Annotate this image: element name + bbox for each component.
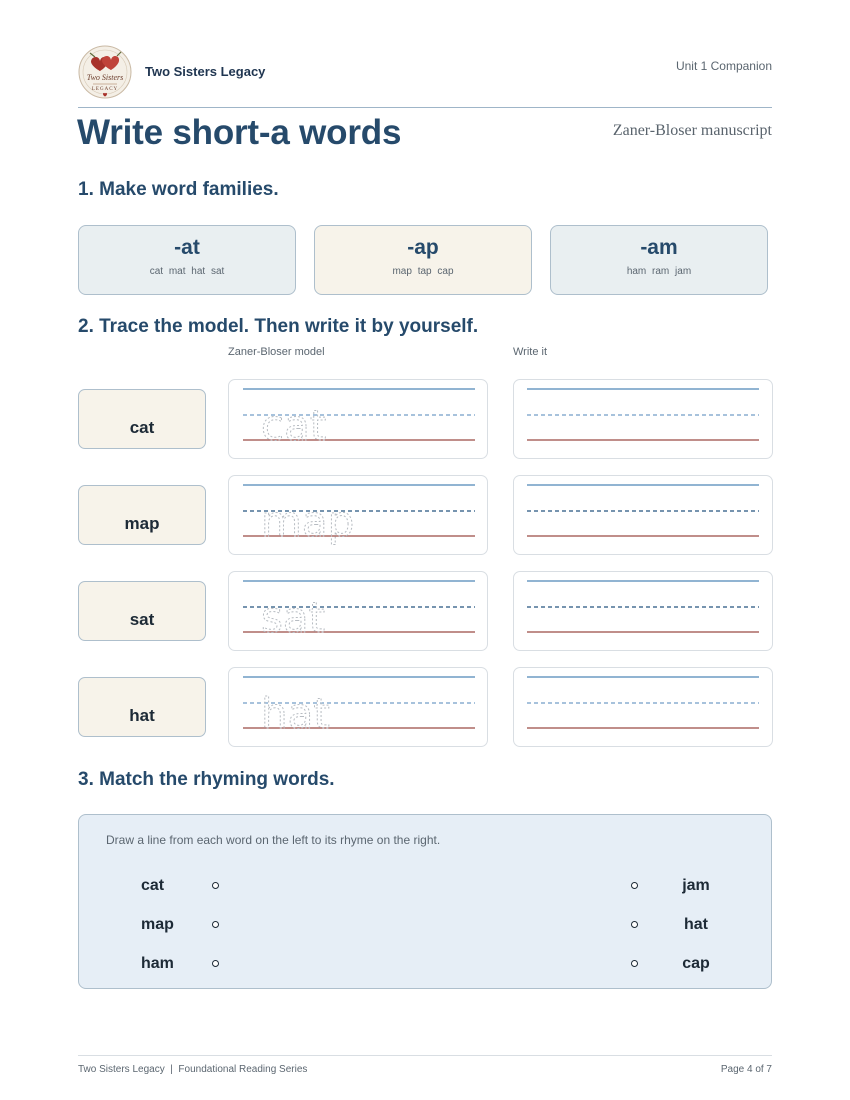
word-card-map (78, 485, 206, 545)
word-card-label: sat (129, 610, 155, 629)
family-words: ham ram jam (626, 266, 692, 277)
handwriting-lines (514, 380, 773, 459)
handwriting-lines (229, 380, 488, 459)
match-left-dot[interactable] (212, 921, 219, 928)
word-family-card-ap (314, 225, 532, 295)
word-card-cat (78, 389, 206, 449)
trace-model-box-map[interactable] (228, 475, 488, 555)
match-instruction: Draw a line from each word on the left to its rhyme on the right. (106, 833, 441, 847)
handwriting-lines (514, 476, 773, 555)
logo-text-line2: LEGACY (91, 87, 119, 92)
word-family-card-am (550, 225, 768, 295)
match-left-dot[interactable] (212, 960, 219, 967)
section-3-heading: 3. Match the rhyming words. (78, 769, 335, 790)
page-header (78, 44, 772, 108)
match-right-dot[interactable] (631, 921, 638, 928)
brand-name: Two Sisters Legacy (145, 64, 266, 79)
unit-label: Unit 1 Companion (675, 59, 772, 73)
footer-series: Two Sisters Legacy | Foundational Reading Series (78, 1064, 308, 1075)
model-column-label: Zaner-Bloser model (228, 346, 325, 358)
page-subtitle: Zaner-Bloser manuscript (612, 122, 772, 139)
handwriting-lines (514, 668, 773, 747)
trace-model-word: hat (261, 689, 330, 738)
match-right-dot[interactable] (631, 882, 638, 889)
family-ending: -at (174, 236, 200, 259)
word-card-label: map (124, 514, 160, 533)
section-2-heading: 2. Trace the model. Then write it by yourself. (78, 316, 479, 337)
trace-model-word: map (261, 497, 355, 546)
write-box-cat[interactable] (513, 379, 773, 459)
family-words: map tap cap (392, 266, 454, 277)
write-box-sat[interactable] (513, 571, 773, 651)
word-family-card-at (78, 225, 296, 295)
word-card-sat (78, 581, 206, 641)
handwriting-lines (514, 572, 773, 651)
handwriting-lines (229, 476, 488, 555)
word-card-label: cat (129, 418, 155, 437)
match-right-word: cap (682, 955, 710, 972)
family-ending: -ap (407, 236, 439, 259)
write-box-hat[interactable] (513, 667, 773, 747)
match-left-dot[interactable] (212, 882, 219, 889)
rhyme-match-panel (78, 814, 772, 989)
match-left-word: map (141, 916, 174, 933)
logo-text-line1: Two Sisters (86, 73, 124, 82)
match-right-dot[interactable] (631, 960, 638, 967)
match-left-word: ham (141, 955, 174, 972)
brand-logo (78, 44, 132, 100)
trace-model-box-sat[interactable] (228, 571, 488, 651)
match-right-word: hat (684, 916, 708, 933)
write-box-map[interactable] (513, 475, 773, 555)
family-ending: -am (640, 236, 678, 259)
match-left-word: cat (141, 877, 165, 894)
write-column-label: Write it (513, 346, 548, 358)
trace-model-word: cat (261, 401, 327, 450)
page-title: Write short-a words (77, 113, 402, 152)
trace-model-box-cat[interactable] (228, 379, 488, 459)
handwriting-lines (229, 572, 488, 651)
handwriting-lines (229, 668, 488, 747)
family-words: cat mat hat sat (149, 266, 225, 277)
trace-model-word: sat (261, 593, 326, 642)
word-card-label: hat (129, 706, 155, 725)
page-footer (78, 1055, 772, 1075)
match-right-word: jam (682, 877, 710, 894)
page-number: Page 4 of 7 (720, 1064, 772, 1075)
section-1-heading: 1. Make word families. (78, 179, 279, 200)
word-card-hat (78, 677, 206, 737)
trace-model-box-hat[interactable] (228, 667, 488, 747)
